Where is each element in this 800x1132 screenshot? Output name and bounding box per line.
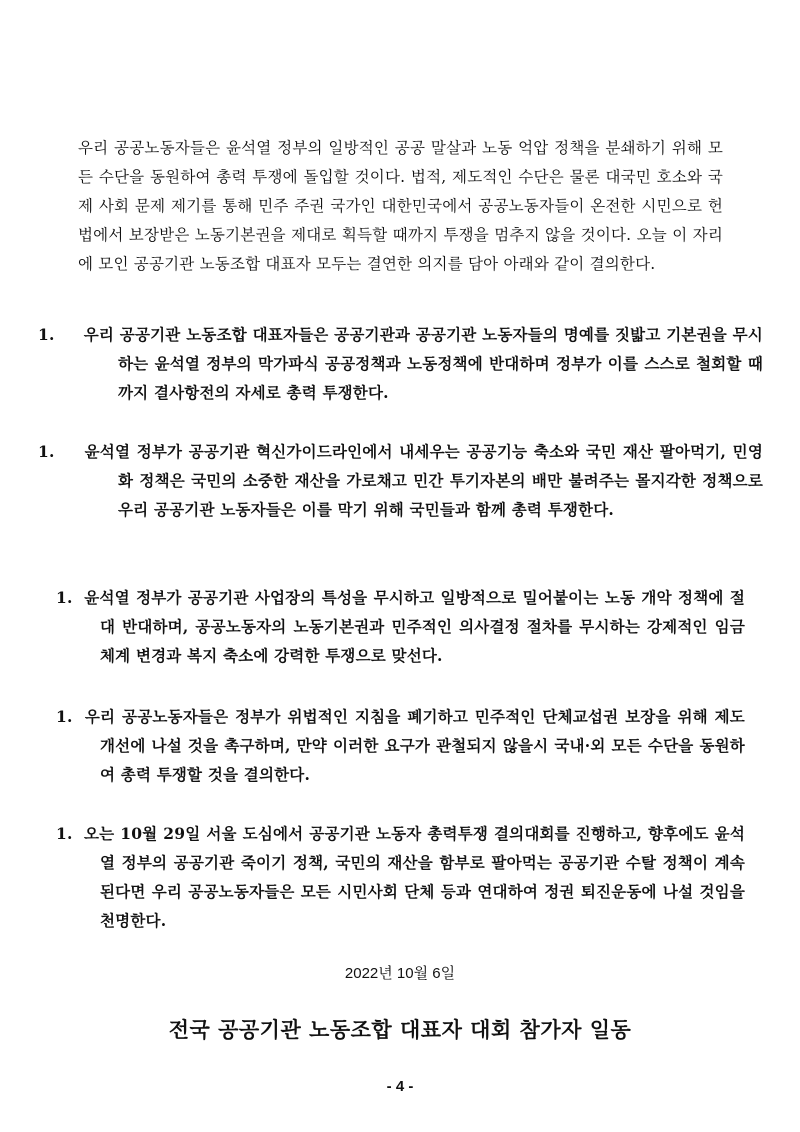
resolution-item-4: 1. 우리 공공노동자들은 정부가 위법적인 지침을 폐기하고 민주적인 단체교섭권 보장을 위해 제도 개선에 나설 것을 촉구하며, 만약 이러한 요구가 관철되지 않을시 국내·외 모든 수단을 동원하여 총력 투쟁할 것을 결의한다.	[56, 707, 745, 784]
resolution-item-2: 1. 윤석열 정부가 공공기관 혁신가이드라인에서 내세우는 공공기능 축소와 국민 재산 팔아먹기, 민영화 정책은 국민의 소중한 재산을 가로채고 민간 투기자본의 배만 불려주는 몰지각한 정책으로 우리 공공기관 노동자들은 이를 막기 위해 국민들과 함께 총력 투쟁한다.	[38, 442, 763, 519]
resolution-text: 윤석열 정부가 공공기관 사업장의 특성을 무시하고 일방적으로 밀어붙이는 노동 개악 정책에 절대 반대하며, 공공노동자의 노동기본권과 민주적인 의사결정 절차를 무시하는 강제적인 임금체계 변경과 복지 축소에 강력한 투쟁으로 맞선다.	[84, 588, 745, 665]
resolution-text: 윤석열 정부가 공공기관 혁신가이드라인에서 내세우는 공공기능 축소와 국민 재산 팔아먹기, 민영화 정책은 국민의 소중한 재산을 가로채고 민간 투기자본의 배만 불려주는 몰지각한 정책으로 우리 공공기관 노동자들은 이를 막기 위해 국민들과 함께 총력 투쟁한다.	[84, 442, 763, 519]
resolution-item-1: 1. 우리 공공기관 노동조합 대표자들은 공공기관과 공공기관 노동자들의 명예를 짓밟고 기본권을 무시하는 윤석열 정부의 막가파식 공공정책과 노동정책에 반대하며 정부가 이를 스스로 철회할 때까지 결사항전의 자세로 총력 투쟁한다.	[38, 325, 763, 402]
intro-paragraph: 우리 공공노동자들은 윤석열 정부의 일방적인 공공 말살과 노동 억압 정책을 분쇄하기 위해 모든 수단을 동원하여 총력 투쟁에 돌입할 것이다. 법적, 제도적인 수단은 물론 대국민 호소와 국제 사회 문제 제기를 통해 민주 주권 국가인 대한민국에서 공공노동자들이 온전한 시민으로 헌법에서 보장받은 노동기본권을 제대로 획득할 때까지 투쟁을 멈추지 않을 것이다. 오늘 이 자리에 모인 공공기관 노동조합 대표자 모두는 결연한 의지를 담아 아래와 같이 결의한다.	[78, 138, 723, 273]
page-number: - 4 -	[386, 1078, 414, 1095]
resolution-item-5: 1. 오는 10월 29일 서울 도심에서 공공기관 노동자 총력투쟁 결의대회를 진행하고, 향후에도 윤석열 정부의 공공기관 죽이기 정책, 국민의 재산을 함부로 팔아먹는 공공기관 수탈 정책이 계속된다면 우리 공공노동자들은 모든 시민사회 단체 등과 연대하여 정권 퇴진운동에 나설 것임을 천명한다.	[56, 824, 745, 930]
resolution-item-3: 1. 윤석열 정부가 공공기관 사업장의 특성을 무시하고 일방적으로 밀어붙이는 노동 개악 정책에 절대 반대하며, 공공노동자의 노동기본권과 민주적인 의사결정 절차를 무시하는 강제적인 임금체계 변경과 복지 축소에 강력한 투쟁으로 맞선다.	[56, 588, 745, 665]
resolution-text: 우리 공공기관 노동조합 대표자들은 공공기관과 공공기관 노동자들의 명예를 짓밟고 기본권을 무시하는 윤석열 정부의 막가파식 공공정책과 노동정책에 반대하며 정부가 이를 스스로 철회할 때까지 결사항전의 자세로 총력 투쟁한다.	[83, 325, 763, 402]
resolution-text: 오는 10월 29일 서울 도심에서 공공기관 노동자 총력투쟁 결의대회를 진행하고, 향후에도 윤석열 정부의 공공기관 죽이기 정책, 국민의 재산을 함부로 팔아먹는 공공기관 수탈 정책이 계속된다면 우리 공공노동자들은 모든 시민사회 단체 등과 연대하여 정권 퇴진운동에 나설 것임을 천명한다.	[83, 824, 745, 930]
resolution-text: 우리 공공노동자들은 정부가 위법적인 지침을 폐기하고 민주적인 단체교섭권 보장을 위해 제도 개선에 나설 것을 촉구하며, 만약 이러한 요구가 관철되지 않을시 국내·외 모든 수단을 동원하여 총력 투쟁할 것을 결의한다.	[84, 707, 745, 784]
signature-line: 전국 공공기관 노동조합 대표자 대회 참가자 일동	[168, 1017, 632, 1042]
document-date: 2022년 10월 6일	[344, 965, 456, 982]
